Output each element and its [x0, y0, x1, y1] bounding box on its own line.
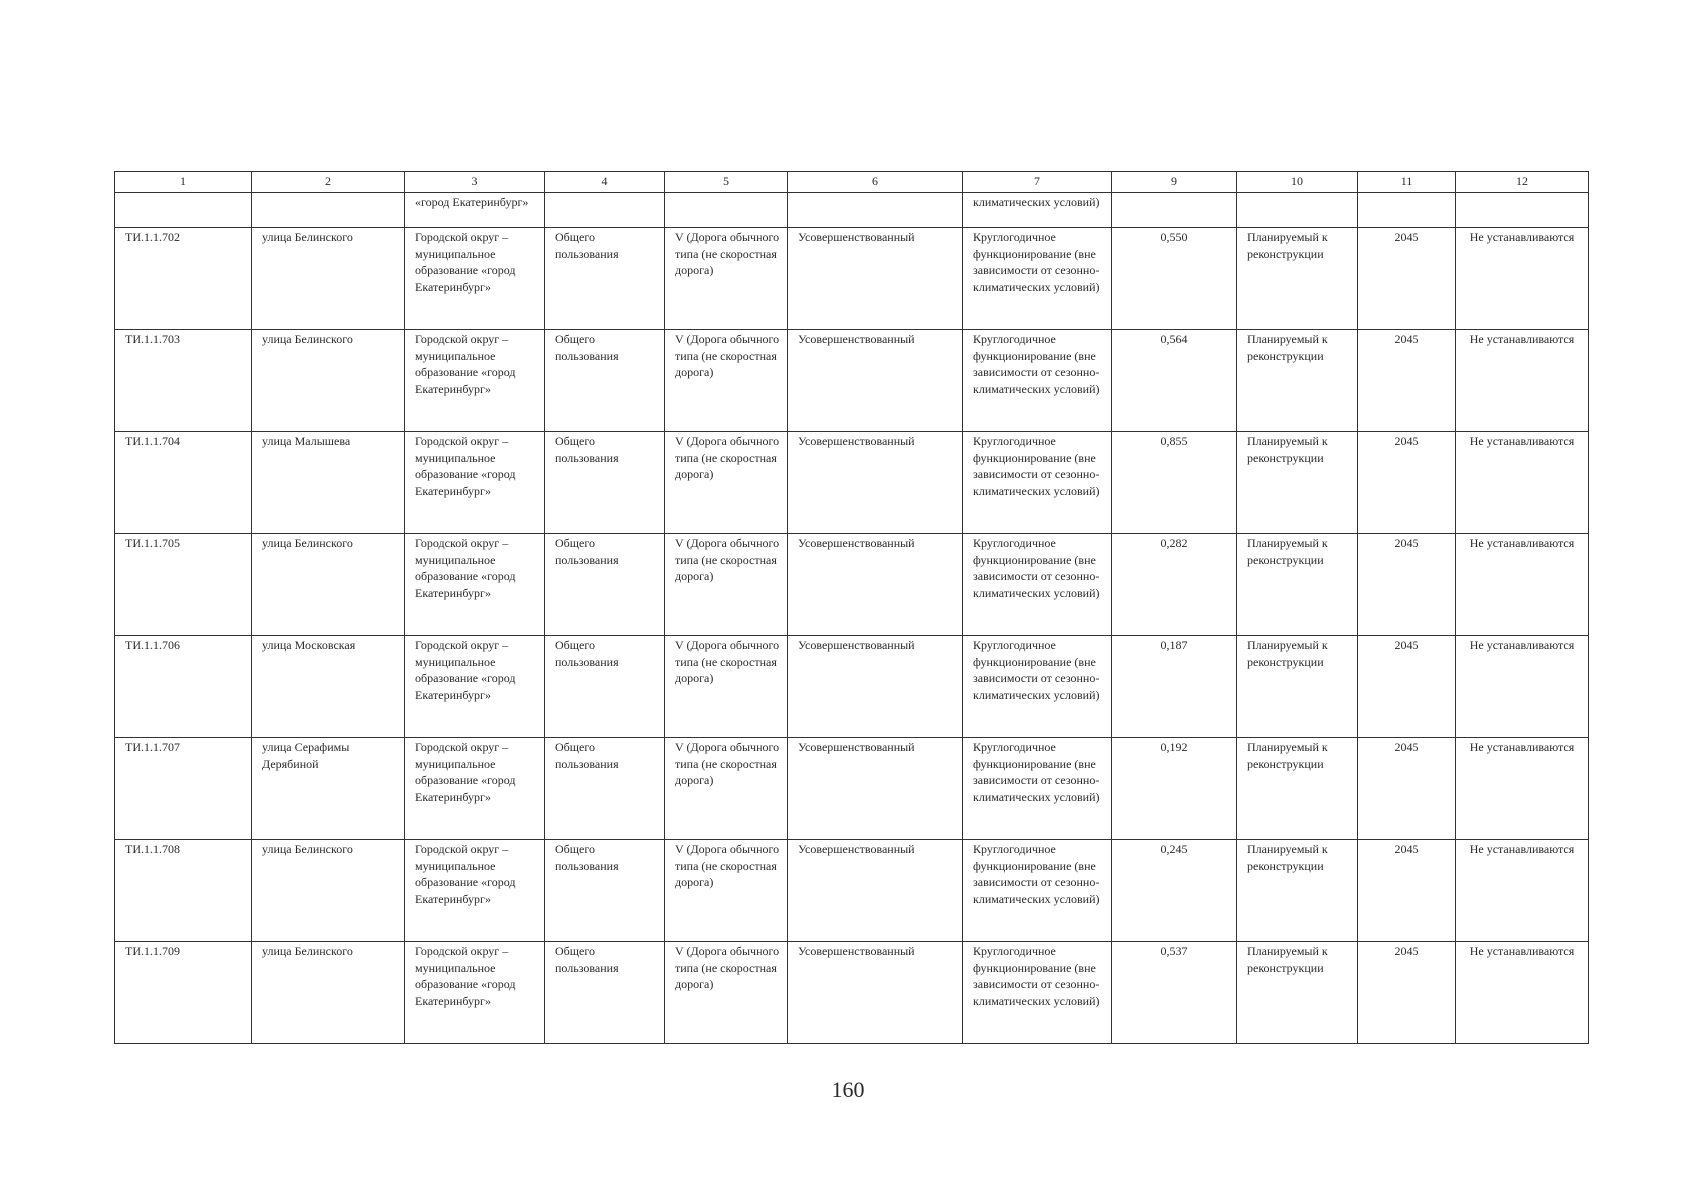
table-cell-name: улица Серафимы Дерябиной [252, 738, 405, 840]
table-cell [252, 193, 405, 228]
table-cell-municipality: Городской округ – муниципальное образование «город Екатеринбург» [405, 840, 545, 942]
table-cell-regime: Круглогодичное функционирование (вне зависимости от сезонно-климатических условий) [963, 738, 1112, 840]
table-cell-usage: Общего пользования [545, 942, 665, 1044]
table-cell-limit: Не устанавливаются [1456, 942, 1589, 1044]
page-number: 160 [831, 1077, 865, 1102]
table-cell-status: Планируемый к реконструкции [1237, 942, 1358, 1044]
table-cell-limit: Не устанавливаются [1456, 534, 1589, 636]
column-header: 9 [1112, 172, 1237, 193]
table-cell-name: улица Белинского [252, 840, 405, 942]
table-cell-status: Планируемый к реконструкции [1237, 636, 1358, 738]
table-row [115, 534, 1589, 636]
table-cell-id: ТИ.1.1.709 [115, 942, 252, 1044]
table-cell-regime: Круглогодичное функционирование (вне зависимости от сезонно-климатических условий) [963, 228, 1112, 330]
table-cell-regime: Круглогодичное функционирование (вне зависимости от сезонно-климатических условий) [963, 432, 1112, 534]
continuation-row [115, 193, 1589, 228]
table-cell-name: улица Белинского [252, 942, 405, 1044]
table-cell-year: 2045 [1358, 942, 1456, 1044]
table-row [115, 942, 1589, 1044]
table-cell-municipality: Городской округ – муниципальное образование «город Екатеринбург» [405, 942, 545, 1044]
table-cell-surface: Усовершенствованный [788, 738, 963, 840]
table-cell-category: V (Дорога обычного типа (не скоростная дорога) [665, 738, 788, 840]
table-cell-usage: Общего пользования [545, 738, 665, 840]
table-cell-regime: климатических условий) [963, 193, 1112, 228]
road-registry-table [114, 171, 1589, 1044]
table-cell-name: улица Белинского [252, 534, 405, 636]
table-cell-municipality: Городской округ – муниципальное образование «город Екатеринбург» [405, 636, 545, 738]
table-row [115, 636, 1589, 738]
table-cell-length: 0,855 [1112, 432, 1237, 534]
table-cell-status: Планируемый к реконструкции [1237, 840, 1358, 942]
table-cell-municipality: Городской округ – муниципальное образование «город Екатеринбург» [405, 738, 545, 840]
table-cell-year: 2045 [1358, 840, 1456, 942]
table-cell-municipality: Городской округ – муниципальное образование «город Екатеринбург» [405, 228, 545, 330]
table-cell [545, 193, 665, 228]
table-cell-limit: Не устанавливаются [1456, 228, 1589, 330]
table-cell [1112, 193, 1237, 228]
column-number-row [115, 172, 1589, 193]
table-cell-limit: Не устанавливаются [1456, 738, 1589, 840]
table-cell-regime: Круглогодичное функционирование (вне зависимости от сезонно-климатических условий) [963, 840, 1112, 942]
table-cell-length: 0,282 [1112, 534, 1237, 636]
column-header: 11 [1358, 172, 1456, 193]
table-cell-regime: Круглогодичное функционирование (вне зависимости от сезонно-климатических условий) [963, 942, 1112, 1044]
table-cell-id: ТИ.1.1.707 [115, 738, 252, 840]
table-cell-surface: Усовершенствованный [788, 228, 963, 330]
table-cell-regime: Круглогодичное функционирование (вне зависимости от сезонно-климатических условий) [963, 534, 1112, 636]
table-cell-surface: Усовершенствованный [788, 840, 963, 942]
column-header: 4 [545, 172, 665, 193]
table-cell-year: 2045 [1358, 636, 1456, 738]
table-cell-id: ТИ.1.1.702 [115, 228, 252, 330]
table-cell-usage: Общего пользования [545, 534, 665, 636]
table-cell-id: ТИ.1.1.704 [115, 432, 252, 534]
table-cell-usage: Общего пользования [545, 330, 665, 432]
table-row [115, 840, 1589, 942]
table-cell-municipality: «город Екатеринбург» [405, 193, 545, 228]
column-header: 2 [252, 172, 405, 193]
table-cell-status: Планируемый к реконструкции [1237, 738, 1358, 840]
table-row [115, 432, 1589, 534]
table-cell [665, 193, 788, 228]
column-header: 10 [1237, 172, 1358, 193]
table-cell [115, 193, 252, 228]
column-header: 12 [1456, 172, 1589, 193]
table-cell-limit: Не устанавливаются [1456, 636, 1589, 738]
table-cell-status: Планируемый к реконструкции [1237, 534, 1358, 636]
table-cell-category: V (Дорога обычного типа (не скоростная дорога) [665, 636, 788, 738]
table-cell-category: V (Дорога обычного типа (не скоростная дорога) [665, 534, 788, 636]
table-cell-name: улица Малышева [252, 432, 405, 534]
table-cell-id: ТИ.1.1.706 [115, 636, 252, 738]
table-cell [788, 193, 963, 228]
table-cell [1237, 193, 1358, 228]
table-cell-length: 0,550 [1112, 228, 1237, 330]
table-cell-category: V (Дорога обычного типа (не скоростная дорога) [665, 432, 788, 534]
table-cell-year: 2045 [1358, 738, 1456, 840]
column-header: 5 [665, 172, 788, 193]
table-cell-category: V (Дорога обычного типа (не скоростная дорога) [665, 840, 788, 942]
table-cell-limit: Не устанавливаются [1456, 432, 1589, 534]
table-cell-length: 0,187 [1112, 636, 1237, 738]
table-cell-name: улица Московская [252, 636, 405, 738]
column-header: 7 [963, 172, 1112, 193]
table-cell-regime: Круглогодичное функционирование (вне зависимости от сезонно-климатических условий) [963, 636, 1112, 738]
table-cell-regime: Круглогодичное функционирование (вне зависимости от сезонно-климатических условий) [963, 330, 1112, 432]
table-cell-name: улица Белинского [252, 228, 405, 330]
table-cell-id: ТИ.1.1.708 [115, 840, 252, 942]
table-cell-length: 0,245 [1112, 840, 1237, 942]
table-cell-municipality: Городской округ – муниципальное образование «город Екатеринбург» [405, 432, 545, 534]
table-cell-usage: Общего пользования [545, 840, 665, 942]
table-cell-year: 2045 [1358, 228, 1456, 330]
table-cell-surface: Усовершенствованный [788, 330, 963, 432]
table-cell [1456, 193, 1589, 228]
table-cell-category: V (Дорога обычного типа (не скоростная дорога) [665, 330, 788, 432]
table-cell-surface: Усовершенствованный [788, 942, 963, 1044]
table-cell-municipality: Городской округ – муниципальное образование «город Екатеринбург» [405, 534, 545, 636]
table-cell-municipality: Городской округ – муниципальное образование «город Екатеринбург» [405, 330, 545, 432]
table-row [115, 738, 1589, 840]
table-cell-length: 0,564 [1112, 330, 1237, 432]
table-cell [1358, 193, 1456, 228]
table-cell-category: V (Дорога обычного типа (не скоростная дорога) [665, 942, 788, 1044]
table-cell-year: 2045 [1358, 330, 1456, 432]
table-row [115, 228, 1589, 330]
table-cell-usage: Общего пользования [545, 636, 665, 738]
table-cell-status: Планируемый к реконструкции [1237, 330, 1358, 432]
table-cell-surface: Усовершенствованный [788, 534, 963, 636]
table-cell-limit: Не устанавливаются [1456, 840, 1589, 942]
table-cell-limit: Не устанавливаются [1456, 330, 1589, 432]
table-cell-surface: Усовершенствованный [788, 432, 963, 534]
table-cell-status: Планируемый к реконструкции [1237, 432, 1358, 534]
table-cell-name: улица Белинского [252, 330, 405, 432]
table-row [115, 330, 1589, 432]
table-cell-category: V (Дорога обычного типа (не скоростная дорога) [665, 228, 788, 330]
table-cell-year: 2045 [1358, 432, 1456, 534]
table-cell-id: ТИ.1.1.705 [115, 534, 252, 636]
table-cell-length: 0,537 [1112, 942, 1237, 1044]
table-cell-year: 2045 [1358, 534, 1456, 636]
table-cell-id: ТИ.1.1.703 [115, 330, 252, 432]
column-header: 6 [788, 172, 963, 193]
table-cell-usage: Общего пользования [545, 228, 665, 330]
table-cell-surface: Усовершенствованный [788, 636, 963, 738]
table-cell-length: 0,192 [1112, 738, 1237, 840]
column-header: 1 [115, 172, 252, 193]
table-cell-status: Планируемый к реконструкции [1237, 228, 1358, 330]
table-cell-usage: Общего пользования [545, 432, 665, 534]
column-header: 3 [405, 172, 545, 193]
